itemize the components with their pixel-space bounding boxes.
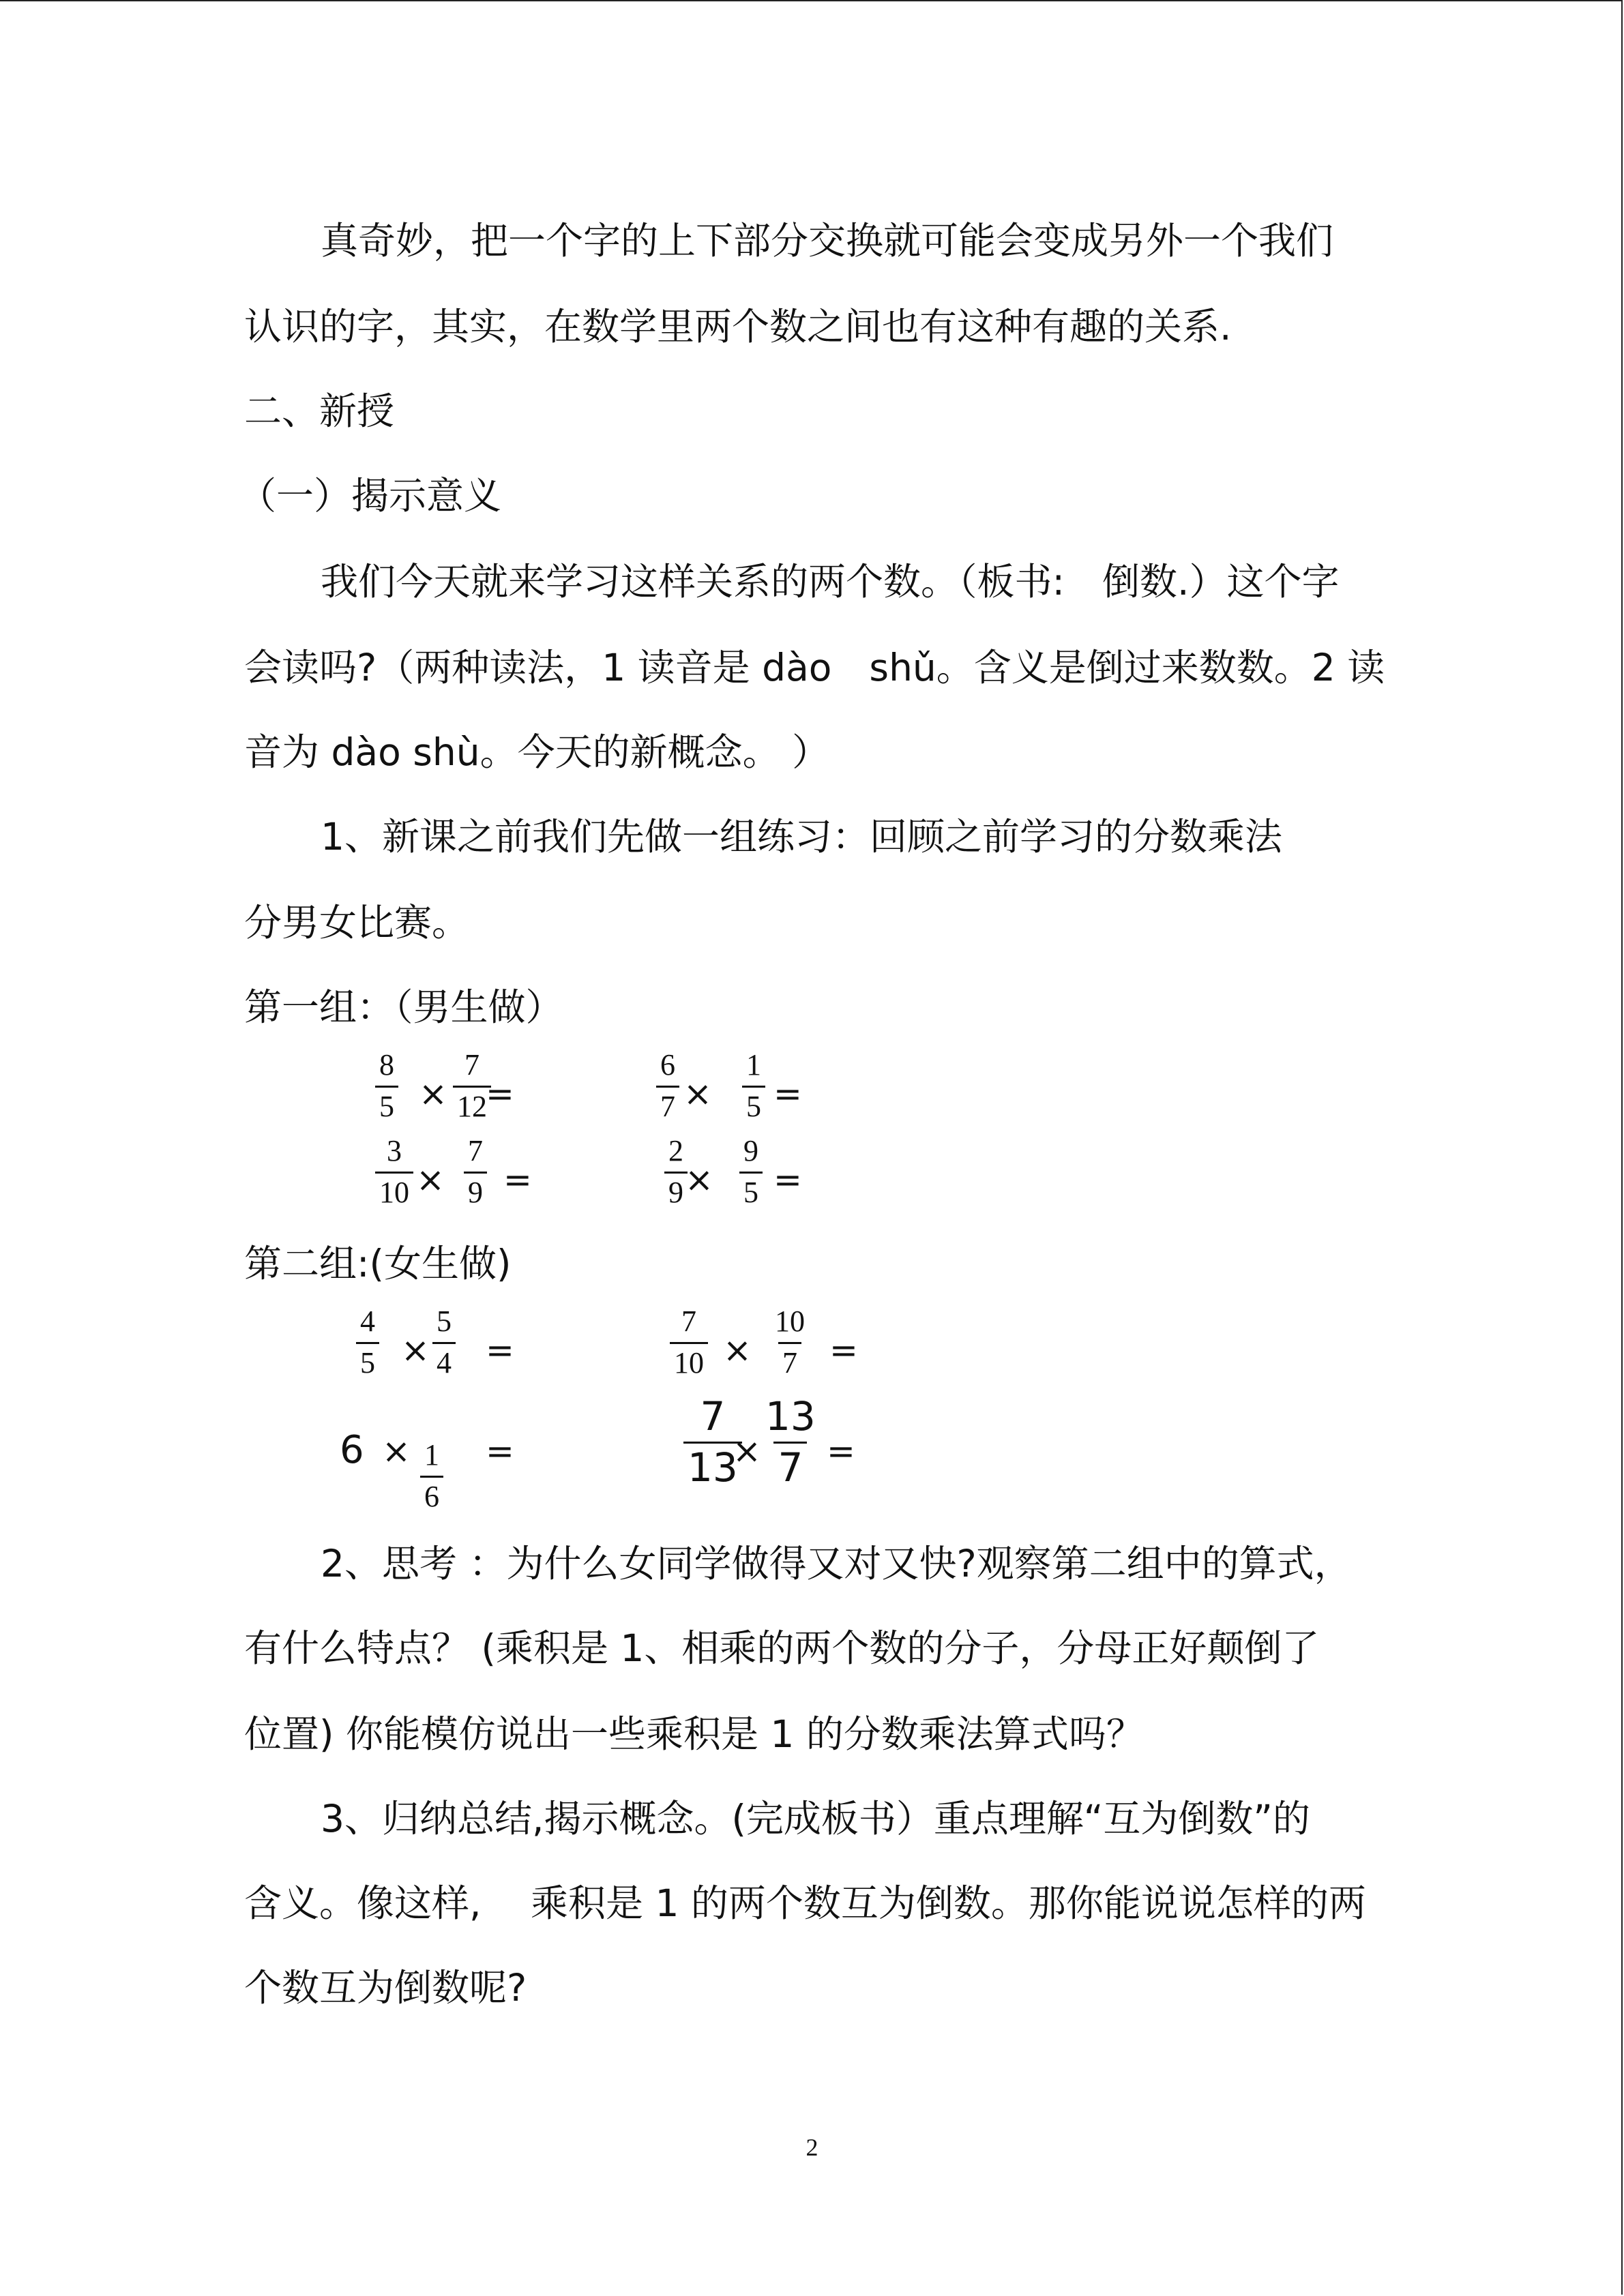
g2-fraction-1-6: $\frac{1}{6}$ bbox=[420, 1437, 443, 1515]
g1-times-2: × bbox=[683, 1074, 712, 1114]
g2-equals-3: = bbox=[486, 1431, 514, 1471]
paragraph-reciprocal-line3: 音为 dào shù。今天的新概念。 ） bbox=[244, 730, 830, 774]
g2-times-1: × bbox=[401, 1330, 430, 1370]
paragraph-summary-line1: 3、归纳总结,揭示概念。(完成板书）重点理解“互为倒数”的 bbox=[321, 1797, 1310, 1840]
paragraph-thinking-line1: 2、思考 ：为什么女同学做得又对又快?观察第二组中的算式， bbox=[321, 1542, 1352, 1585]
g2-fraction-13-7: $\frac{13}{7}$ bbox=[765, 1393, 816, 1491]
paragraph-intro-line1: 真奇妙，把一个字的上下部分交换就可能会变成另外一个我们 bbox=[321, 219, 1334, 263]
g2-whole-number-6: 6 bbox=[340, 1428, 364, 1472]
g1-times-3: × bbox=[416, 1160, 445, 1199]
g1-equals-2: = bbox=[773, 1074, 802, 1114]
g2-fraction-7-13: $\frac{7}{13}$ bbox=[683, 1394, 742, 1490]
g1-fraction-7-12: $\frac{7}{12}$ bbox=[453, 1047, 491, 1124]
paragraph-thinking-line3: 位置) 你能模仿说出一些乘积是 1 的分数乘法算式吗？ bbox=[244, 1712, 1144, 1756]
paragraph-exercise-line2: 分男女比赛。 bbox=[244, 901, 470, 944]
section-heading-new-lesson: 二、新授 bbox=[244, 389, 395, 433]
g1-times-1: × bbox=[419, 1074, 447, 1114]
group1-heading: 第一组：（男生做） bbox=[244, 985, 563, 1029]
g2-fraction-7-10: $\frac{7}{10}$ bbox=[670, 1304, 708, 1381]
paragraph-exercise-line1: 1、新课之前我们先做一组练习：回顾之前学习的分数乘法 bbox=[321, 815, 1282, 859]
g2-times-4: × bbox=[733, 1431, 761, 1471]
g1-fraction-9-5: $\frac{9}{5}$ bbox=[739, 1133, 763, 1210]
g1-equals-1: = bbox=[486, 1074, 514, 1114]
paragraph-reciprocal-line1: 我们今天就来学习这样关系的两个数。（板书: 倒数.）这个字 bbox=[321, 560, 1340, 603]
paragraph-summary-line3: 个数互为倒数呢? bbox=[244, 1966, 527, 2010]
paragraph-thinking-line2: 有什么特点？ (乘积是 1、相乘的两个数的分子，分母正好颠倒了 bbox=[244, 1626, 1320, 1670]
paragraph-reciprocal-line2: 会读吗?（两种读法，1 读音是 dào shǔ。含义是倒过来数数。2 读 bbox=[244, 646, 1385, 689]
g1-fraction-6-7: $\frac{6}{7}$ bbox=[656, 1047, 679, 1124]
page-number: 2 bbox=[806, 2134, 818, 2161]
g1-fraction-7-9: $\frac{7}{9}$ bbox=[464, 1133, 487, 1210]
g1-times-4: × bbox=[685, 1160, 713, 1199]
paragraph-intro-line2: 认识的字，其实，在数学里两个数之间也有这种有趣的关系. bbox=[244, 305, 1232, 348]
g2-equals-1: = bbox=[486, 1330, 514, 1370]
g2-fraction-10-7: $\frac{10}{7}$ bbox=[775, 1304, 805, 1380]
g2-equals-4: = bbox=[827, 1431, 855, 1471]
g2-times-3: × bbox=[382, 1431, 411, 1471]
g2-times-2: × bbox=[723, 1330, 752, 1370]
g1-fraction-1-5: $\frac{1}{5}$ bbox=[742, 1047, 765, 1124]
g1-fraction-8-5: $\frac{8}{5}$ bbox=[375, 1047, 398, 1124]
g2-fraction-4-5: $\frac{4}{5}$ bbox=[356, 1304, 379, 1381]
g1-equals-3: = bbox=[503, 1160, 532, 1199]
subsection-heading-meaning: （一）揭示意义 bbox=[239, 474, 502, 518]
g2-fraction-5-4: $\frac{5}{4}$ bbox=[432, 1304, 456, 1381]
g1-fraction-3-10: $\frac{3}{10}$ bbox=[375, 1133, 413, 1210]
group2-heading: 第二组:(女生做) bbox=[244, 1242, 512, 1285]
paragraph-summary-line2: 含义。像这样, 乘积是 1 的两个数互为倒数。那你能说说怎样的两 bbox=[244, 1881, 1366, 1925]
g2-equals-2: = bbox=[829, 1330, 858, 1370]
g1-equals-4: = bbox=[773, 1160, 802, 1199]
g1-fraction-2-9: $\frac{2}{9}$ bbox=[664, 1133, 688, 1210]
